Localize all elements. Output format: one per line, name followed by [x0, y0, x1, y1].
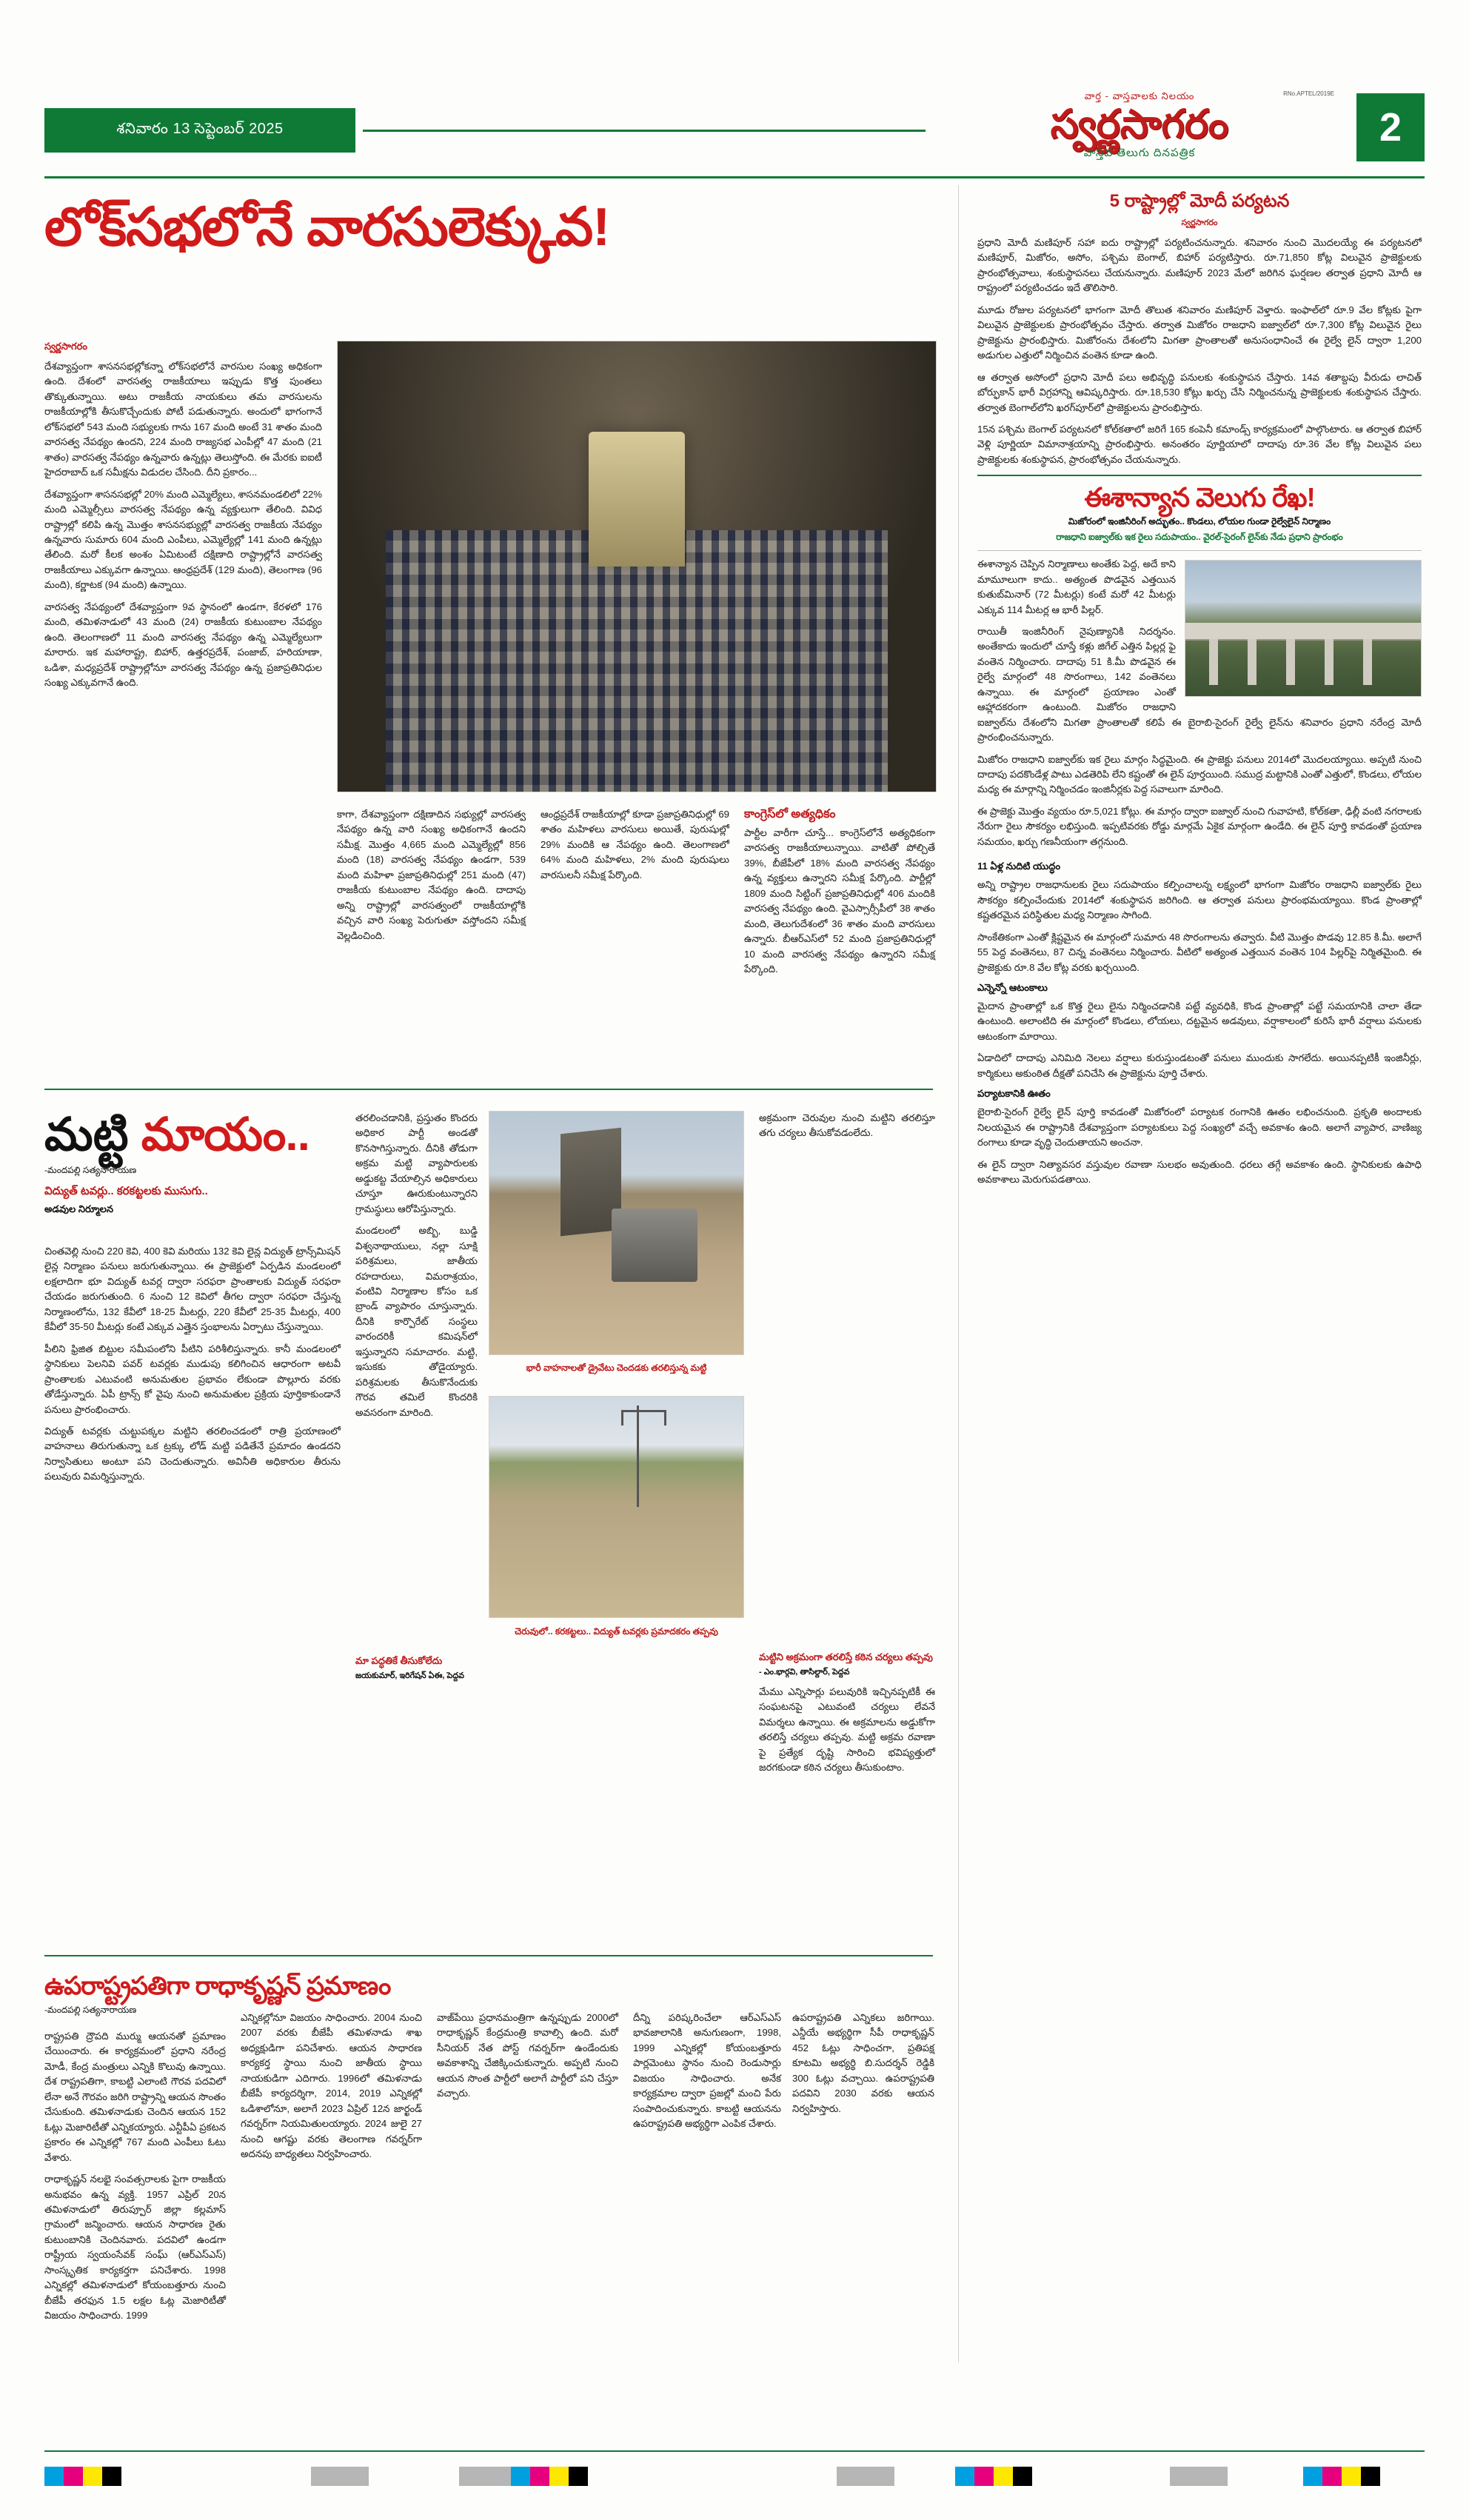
lead-story [44, 200, 933, 256]
bridge-para-7: మైదాన ప్రాంతాల్లో ఒక కొత్త రైలు లైను నిర్మించడానికి పట్టే వ్యవధికి, కొండ ప్రాంతాల్లో పట్టే సమయానికి చాలా తేడా ఉంటుంది. అలాంటిది ఈ మార్గంలో కొండలు, లోయలు, దట్టమైన అడవులు, వర్షాకాలంలో కురిసే భారీ వర్షాలు పనులకు ఆటంకంగా మారాయి. [977, 1000, 1422, 1042]
logo-tagline-top: వార్త - వాస్తవాలకు నిలయం [1084, 90, 1195, 101]
lead-para-2: దేశవ్యాప్తంగా శాసనసభల్లో 20% మంది ఎమ్మెల్యేలు, శాసనమండలిలో 22% మంది ఎమ్మెల్సీలు వారసత్వ నేపథ్యం ఉన్న వ్యక్తులుగా తేలింది. వివిధ రాష్ట్రాల్లో కలిపి ఉన్న మొత్తం శాసనసభ్యుల్లో వారసత్వ రాజకీయ నేపథ్యం ఉన్నవారు సుమారు 604 మంది ఎంపీలు, ఎమ్మెల్యేల్లో 141 మంది ఉన్నట్లు తేలింది. మరో కీలక అంశం ఏమిటంటే దక్షిణాది రాష్ట్రాల్లోనే వారసత్వ రాజకీయాలు ఎక్కువగా ఉన్నాయి. ఆంధ్రప్రదేశ్ (129 మంది), తెలంగాణ (96 మంది), కర్ణాటక (94 మంది) ఉన్నాయి. [44, 488, 322, 591]
modi-story-header [977, 191, 1422, 230]
color-bar-group-gray-3 [837, 2467, 894, 2486]
vp-column-2 [241, 2011, 422, 2169]
cyan-swatch-4 [1303, 2467, 1322, 2486]
modi-byline: స్వర్ణసాగరం [1181, 218, 1218, 227]
electric-tower-field-photo [489, 1396, 744, 1618]
lead-byline: స్వర్ణసాగరం [44, 341, 87, 352]
bridge-text-wrap [977, 557, 1422, 856]
soil-column-1 [44, 1244, 341, 1491]
soil-para-2: పీలిని ఫ్రిజిత బిట్టుల సమీపంలోని పీటిని పరిశీలిస్తున్నారు. కానీ మండలంలో స్థానికులు పెలనివి పవర్ టవర్లకు ముడుపు కలిగించిన ఆధారంగా అటవీ ప్రాంతాలకు ఎటువంటి అనుమతుల ప్రభావం లేకుండా పొల్లూరు వరకు తోడేస్తున్నారు. ఏపీ ట్రాన్స్ కో వైపు నుంచి అనుమతుల ప్రక్రియ పూర్తికాకుండానే పనులు ప్రారంభించారు. [44, 1343, 341, 1415]
lead-para-5: ఆంధ్రప్రదేశ్ రాజకీయాల్లో కూడా ప్రజాప్రతినిధుల్లో 69 శాతం మహిళలు వారసులు అయితే, పురుషుల్లో 29% మందికి ఆ నేపథ్యం ఉంది. తెలంగాణలో 64% మంది మహిళలు, 2% మంది పురుషులు వారసులనీ సమీక్ష పేర్కొంది. [541, 809, 729, 880]
black-swatch-3 [1013, 2467, 1032, 2486]
vp-column-4 [633, 2011, 781, 2139]
footer-rule [44, 2450, 1425, 2452]
logo-tagline-bottom: వాస్తవ తెలుగు దినపత్రిక [1083, 147, 1196, 160]
soil-para-1: చింతవెల్లి నుంచి 220 కెవి, 400 కెవి మరియు 132 కెవి లైన్ల విద్యుత్ ట్రాన్స్‌మిషన్ లైన్ల నిర్మాణం పనులు జరుగుతున్నాయి. ఈ ప్రాజెక్టులో ఏర్పడిన మండలంలో లక్షలాదిగా భూ విద్యుత్ టవర్ల ద్వారా సరఫరా ప్రాంతాలకు విద్యుత్ సరఫరా చేయడం జరుగుతుంది. 6 నుంచి 12 కెవిలో తీగల ద్వారా సరఫరా చేస్తున్న నిర్మాణంలోను, 132 కేవీలో 18-25 మీటర్లు, 220 కేవీలో 25-35 మీటర్లు, 400 కేవీలో 35-50 మీటర్లు కంటే ఎక్కువ ఎత్తైన స్తంభాలను ఏర్పాటు చేస్తున్నాయి. [44, 1246, 341, 1333]
vp-column-5 [792, 2011, 934, 2123]
lead-para-6: పార్టీల వారీగా చూస్తే... కాంగ్రెస్‌లోనే అత్యధికంగా వారసత్వ రాజకీయాలున్నాయి. వాటితో పోల్చితే 39%, బీజేపీలో 18% మంది వారసత్వ నేపథ్యం ఉన్న వ్యక్తులు ఉన్నారని సమీక్ష పేర్కొంది. పార్టీల్లో 1809 మంది సిట్టింగ్ ప్రజాప్రతినిధుల్లో 406 మందికి వారసత్వ నేపథ్యం ఉంది. వైఎస్సార్సీపీలో 38 శాతం మంది, తెలుగుదేశంలో 36 శాతం మంది వారసులు ఉన్నారు. బీఆర్ఎస్‌లో 52 మంది ప్రజాప్రతినిధుల్లో 10 మంది వారసత్వ నేపథ్యం ఉన్నారని సమీక్ష పేర్కొంది. [744, 827, 935, 975]
vp-headline: ఉపరాష్ట్రపతిగా రాధాకృష్ణన్ ప్రమాణం [44, 1972, 391, 2000]
newspaper-logo [943, 87, 1336, 169]
soil-story-header [44, 1111, 363, 1217]
soil-quote-attribution: - ఎం.భార్గవి, తాసిల్దార్, పెద్దవ [759, 1668, 850, 1677]
gray-swatch-3 [837, 2467, 894, 2486]
lead-subhead-congress: కాంగ్రెస్‌లో అత్యధికం [744, 808, 836, 820]
bridge-body-4 [977, 1105, 1422, 1187]
bridge-para-6: సాంకేతికంగా ఎంతో క్లిష్టమైన ఈ మార్గంలో సుమారు 48 సొరంగాలను తవ్వారు. వీటి మొత్తం పొడవు 12.85 కి.మీ. అలాగే 55 పెద్ద వంతెనలు, 87 చిన్న వంతెనలు నిర్మించారు. వీటిలో అత్యంత ఎత్తయిన వంతెన 104 పిల్లర్‌పై నిర్మితమైంది. ఈ ప్రాజెక్టుకు రూ.8 వేల కోట్ల వరకు ఖర్చయింది. [977, 931, 1422, 973]
color-bar-group-left [44, 2467, 121, 2486]
bridge-para-3: మిజోరం రాజధాని ఐజ్వాల్‌కు ఇక రైలు మార్గం సిద్ధమైంది. ఈ ప్రాజెక్టు పనులు 2014లో మొదలయ్యాయి. అప్పటి నుంచి దాదాపు పదకొండేళ్ల పాటు ఎడతెరిపి లేని కష్టంతో ఈ లైన్ పూర్తయింది. సముద్ర మట్టానికి ఎంతో ఎత్తులో, కొండలు, లోయల మధ్య ఈ మార్గాన్ని నిర్మించడం ఇంజినీర్లకు పెద్ద సవాలుగా మారింది. [977, 753, 1422, 795]
lead-column-4 [744, 807, 935, 984]
modi-para-1: ప్రధాని మోదీ మణిపూర్ సహా ఐదు రాష్ట్రాల్లో పర్యటించనున్నారు. శనివారం నుంచి మొదలయ్యే ఈ పర్యటనలో మణిపూర్, మిజోరం, అసోం, పశ్చిమ బెంగాల్, బిహార్ పర్యటిస్తారు. రూ.71,850 కోట్ల విలువైన ప్రాజెక్టులకు ప్రారంభోత్సవాలు, శంకుస్థాపనలు చేయనున్నారు. మణిపూర్ 2023 మేలో జరిగిన ఘర్షణల తర్వాత ప్రధాని మోదీ ఆ రాష్ట్రంలో పర్యటించడం ఇదే తొలిసారి. [977, 237, 1422, 294]
bridge-subhead-2: రాజధాని ఐజ్వాల్‌కు ఇక రైలు సదుపాయం.. వైరల్-సైరంగ్ లైన్‌కు నేడు ప్రధాని ప్రారంభం [1056, 532, 1343, 543]
soil-footer-note-block [355, 1655, 478, 1682]
yellow-swatch [83, 2467, 102, 2486]
black-swatch-4 [1361, 2467, 1380, 2486]
bridge-para-10: ఈ లైన్ ద్వారా నిత్యావసర వస్తువుల రవాణా సులభం అవుతుంది. ధరలు తగ్గే అవకాశం ఉంది. స్థానికులకు ఉపాధి అవకాశాలు మెరుగుపడతాయి. [977, 1158, 1422, 1186]
color-bar-group-mid [511, 2467, 588, 2486]
lead-para-3: వారసత్వ నేపథ్యంలో దేశవ్యాప్తంగా 9వ స్థానంలో ఉండగా, కేరళలో 176 మంది, తమిళనాడులో 43 మంది (24) రాజకీయ కుటుంబాల నేపథ్యం ఉంది. తెలంగాణలో 11 మంది వారసత్వ నేపథ్యం ఉన్న ఎమ్మెల్యేలుగా మారారు. ఇక మహారాష్ట్ర, బిహార్, ఉత్తరప్రదేశ్, పంజాబ్, హరియాణా, ఒడిశా, మధ్యప్రదేశ్ రాష్ట్రాల్లోనూ వారసత్వ నేపథ్యం ఉన్న ప్రజాప్రతినిధుల సంఖ్య ఎక్కువగానే ఉంది. [44, 601, 322, 689]
modi-para-4: 15న పశ్చిమ బెంగాల్ పర్యటనలో కోల్‌కతాలో జరిగే 165 కంపెనీ కమాండ్స్ కార్యక్రమంలో పాల్గొంటారు. ఆ తర్వాత బిహార్ వెళ్లి పూర్ణియా విమానాశ్రయాన్ని ప్రారంభిస్తారు. అనంతరం పూర్ణియాలో దాదాపు రూ.36 వేల కోట్ల విలువైన పలు ప్రాజెక్టులకు శంకుస్థాపన, ప్రారంభోత్సవం చేయనున్నారు. [977, 423, 1422, 465]
soil-byline: -మందపల్లి సత్యనారాయణ [44, 1165, 137, 1176]
black-swatch-2 [569, 2467, 588, 2486]
color-bar-group-gray-2 [459, 2467, 517, 2486]
magenta-swatch-2 [530, 2467, 549, 2486]
bridge-body-2 [977, 878, 1422, 975]
soil-headline-part1: మట్టి [44, 1109, 129, 1160]
right-panel-rule-1 [977, 475, 1422, 476]
magenta-swatch-4 [1322, 2467, 1342, 2486]
soil-quote-block [759, 1651, 935, 1782]
soil-quote-headline: మట్టిని అక్రమంగా తరలిస్తే కఠిన చర్యలు తప్పవు [759, 1651, 933, 1662]
dump-truck-photo [489, 1111, 744, 1355]
bairabi-sairang-bridge-photo [1185, 560, 1422, 697]
vp-para-4: వాజ్‌పేయి ప్రధానమంత్రిగా ఉన్నప్పుడు 2000లో రాధాకృష్ణన్ కేంద్రమంత్రి కావాల్సి ఉంది. మరో సీనియర్ నేత పోస్ట్ గవర్నర్‌గా ఉండేందుకు అవకాశాన్ని చేజిక్కించుకున్నారు. అప్పటి నుంచి ఆయన సొంత పార్టీలో అలాగే పార్టీలో పని చేస్తూ వచ్చారు. [437, 2012, 618, 2099]
soil-footer-note: మా పద్ధతికే తీసుకోలేదు [355, 1655, 443, 1666]
vp-para-5: దీన్ని పరిష్కరించేలా ఆర్ఎస్ఎస్ భావజాలానికి అనుగుణంగా, 1998, 1999 ఎన్నికల్లో కోయంబత్తూరు పార్లమెంటు స్థానం నుంచి రెండుసార్లు విజయం సాధించారు. అనేక కార్యక్రమాల ద్వారా ప్రజల్లో మంచి పేరు సంపాదించుకున్నారు. కాబట్టి ఆయనను ఉపరాష్ట్రపతి అభ్యర్థిగా ఎంపిక చేశారు. [633, 2012, 781, 2130]
soil-para-4: తరలించడానికి, ప్రస్తుతం కొందరు అధికార పార్టీ అండతో కొనసాగిస్తున్నారు. దీనికి తోడుగా అక్రమ మట్టి వ్యాపారులకు అడ్డుకట్ట వేయాల్సిన అధికారులు చూస్తూ ఊరుకుంటున్నారని గ్రామస్థులు ఆరోపిస్తున్నారు. [355, 1112, 478, 1214]
vp-column-1 [44, 2029, 226, 2330]
modi-para-3: ఆ తర్వాత అసోంలో ప్రధాని మోదీ పలు అభివృద్ధి పనులకు శంకుస్థాపన చేస్తారు. 14వ శతాబ్దపు వీరుడు లాచిత్ బోర్ఫుకాన్ భారీ విగ్రహాన్ని ఆవిష్కరిస్తారు. రూ.18,530 కోట్లు ఖర్చు చేసి నిర్మించనున్న ప్రాజెక్టులకు శంకుస్థాపన చేస్తారు. తర్వాత బెంగాల్‌లోని ఖరగ్‌పూర్‌లో ప్రాజెక్టులను ప్రారంభిస్తారు. [977, 371, 1422, 413]
bridge-para-4: ఈ ప్రాజెక్టు మొత్తం వ్యయం రూ.5,021 కోట్లు. ఈ మార్గం ద్వారా ఐజ్వాల్ నుంచి గువాహటి, కోల్‌కతా, ఢిల్లీ వంటి నగరాలకు నేరుగా రైలు సౌకర్యం లభిస్తుంది. ఇప్పటివరకు రోడ్డు మార్గమే ఏకైక మార్గంగా ఉండేది. ఈ లైన్ పూర్తి కావడంతో ప్రయాణ సమయం, ఖర్చు గణనీయంగా తగ్గనుంది. [977, 805, 1422, 847]
soil-para-7: మేము ఎన్నిసార్లు పలువురికి ఇచ్చినప్పటికీ ఈ సంఘటనపై ఎటువంటి చర్యలు లేవనే విమర్శలు ఉన్నాయి. ఈ అక్రమాలను అడ్డుకోగా తరలిస్తే చర్యలు తప్పవు. మట్టి అక్రమ రవాణా పై ప్రత్యేక దృష్టి సారించి భవిష్యత్తులో జరగకుండా కఠిన చర్యలు తీసుకుంటాం. [759, 1686, 935, 1774]
bridge-subhead-5: పర్యాటకానికి ఊతం [977, 1088, 1051, 1100]
modi-para-2: మూడు రోజుల పర్యటనలో భాగంగా మోదీ తొలుత శనివారం మణిపూర్ వెళ్తారు. ఇంఫాల్‌లో రూ.9 వేల కోట్లకు పైగా విలువైన ప్రాజెక్టులకు ప్రారంభోత్సవం చేస్తారు. తర్వాత మిజోరం రాజధాని ఐజ్వాల్‌లో రూ.7,300 కోట్ల విలువైన రైలు ప్రాజెక్టును ప్రారంభిస్తారు. మిజోరంను దేశంలోని మిగతా ప్రాంతాలతో అనుసంధానించే ఈ రైల్వే లైన్ ద్వారా 1,200 అడుగుల ఎత్తులో నిర్మించిన వంతెన కూడా ఉంది. [977, 304, 1422, 361]
soil-subhead-1: విద్యుత్ టవర్లు.. కరకట్టలకు ముసుగు.. [44, 1185, 208, 1198]
magenta-swatch [64, 2467, 83, 2486]
vp-para-1: రాష్ట్రపతి ద్రౌపది ముర్ము ఆయనతో ప్రమాణం చేయించారు. ఈ కార్యక్రమంలో ప్రధాని నరేంద్ర మోడీ, కేంద్ర మంత్రులు ఎన్నికి కొలువు ఉన్నాయి. దేశ రాష్ట్రపతిగా, కాబట్టి ఎలాంటి గౌరవ పదవిలో లేనా అనే గౌరవం జరిగి రాష్ట్రాన్ని ఆయన సొంతం చేసుకుంది. తమిళనాడుకు చెందిన ఆయన 152 ఓట్లు మెజారిటీతో ఎన్నికయ్యారు. ఎన్టీపీఏ ప్రకటన ప్రకారం ఈ ఎన్నికల్లో 767 మంది ఎంపీలు ఓటు వేశారు. [44, 2031, 226, 2163]
bridge-subhead-4: ఎన్నెన్నో ఆటంకాలు [977, 982, 1048, 994]
right-panel-rule-2 [977, 550, 1422, 551]
soil-column-3 [759, 1111, 935, 1148]
right-panel [977, 191, 1422, 1194]
lead-bottom-rule [44, 1089, 933, 1090]
masthead-bottom-rule [44, 176, 1425, 178]
vp-para-3: ఎన్నికల్లోనూ విజయం సాధించారు. 2004 నుంచి 2007 వరకు బీజేపీ తమిళనాడు శాఖ అధ్యక్షుడిగా పనిచేశారు. ఆయన సాధారణ కార్యకర్త స్థాయి నుంచి జాతీయ స్థాయి నాయకుడిగా ఎదిగారు. 1996లో తమిళనాడు బీజేపీ కార్యదర్శిగా, 2014, 2019 ఎన్నికల్లో ఒడిశాలోనూ, అలాగే 2023 ఏప్రిల్ 12న జార్ఖండ్ గవర్నర్‌గా నియమితులయ్యారు. 2024 జులై 27 నుంచి ఆగష్టు వరకు తెలంగాణ గవర్నర్‌గా అదనపు బాధ్యతలు నిర్వహించారు. [241, 2012, 422, 2160]
cyan-swatch [44, 2467, 64, 2486]
masthead [44, 87, 1425, 169]
modi-headline: 5 రాష్ట్రాల్లో మోదీ పర్యటన [1109, 191, 1290, 211]
soil-footer-attribution: జయకుమార్, ఇరిగేషన్ ఏఈ, పెద్దవ [355, 1671, 464, 1680]
lead-para-4: కాగా, దేశవ్యాప్తంగా దక్షిణాదిన సభ్యుల్లో వారసత్వ నేపథ్యం ఉన్న వారి సంఖ్య అధికంగానే ఉందని సమీక్ష. మొత్తం 4,665 మంది ఎమ్మెల్యేల్లో 856 మంది (18) వారసత్వ నేపథ్యం ఉండగా, 539 మంది మహిళా ప్రజాప్రతినిధుల్లో 251 మంది (47) రాజకీయ కుటుంబాల నేపథ్యం ఉంది. దాదాపు అన్ని రాష్ట్రాల్లో వారసత్వంలో రాజకీయాల్లోకి వచ్చిన వారి సంఖ్య పెరుగుతూ వస్తోందని సమీక్ష వెల్లడించింది. [337, 809, 526, 941]
bridge-body-3 [977, 999, 1422, 1081]
vp-para-2: రాధాకృష్ణన్ నలభై సంవత్సరాలకు పైగా రాజకీయ అనుభవం ఉన్న వ్యక్తి. 1957 ఎప్రిల్ 20న తమిళనాడులో తిరుప్పూర్ జిల్లా కల్లమాస్ గ్రామంలో జన్మించారు. ఆయన సాధారణ రైతు కుటుంబానికి చెందినవారు. పదవిలో ఉండగా రాష్ట్రీయ స్వయంసేవక్ సంఘ్ (ఆర్ఎస్ఎస్) సాంస్కృతిక కార్యకర్తగా పనిచేశారు. 1998 ఎన్నికల్లో తమిళనాడులో కోయంబత్తూరు నుంచి బీజేపీ తరఫున 1.5 లక్షల ఓట్ల మెజారిటీతో విజయం సాధించారు. 1999 [44, 2173, 226, 2322]
soil-bottom-rule [44, 1955, 933, 1956]
cyan-swatch-3 [955, 2467, 974, 2486]
color-bar-group-gray-4 [1170, 2467, 1228, 2486]
color-bar-group-far-right [1303, 2467, 1380, 2486]
vp-column-3 [437, 2011, 618, 2108]
date-bar: శనివారం 13 సెప్టెంబర్ 2025 [44, 108, 355, 153]
soil-headline-part2: మాయం.. [141, 1109, 309, 1160]
cyan-swatch-2 [511, 2467, 530, 2486]
bridge-para-2: రాయితీ ఇంజినీరింగ్ నైపుణ్యానికి నిదర్శనం. అంతేకాదు ఇందులో చూస్తే కళ్లు జిగేల్ ఎత్తిన పిల్లర్ల ఫై వంతెన నిర్మించారు. దాదాపు 51 కి.మీ పొడవైన ఈ రైల్వే మార్గంలో 48 సొరంగాలు, 142 వంతెనలు ఉన్నాయి. ఈ మార్గంలో ప్రయాణం ఎంతో ఆహ్లాదకరంగా ఉంటుంది. మిజోరం రాజధాని ఐజ్వాల్‌ను దేశంలోని మిగతా ప్రాంతాలతో కలిపే ఈ బైరాబి-సైరంగ్ రైల్వే లైన్‌ను శనివారం ప్రధాని నరేంద్ర మోదీ ప్రారంభించనున్నారు. [977, 625, 1422, 743]
bridge-story-header [977, 484, 1422, 544]
soil-para-6: అక్రమంగా చెరువుల నుంచి మట్టిని తరలిస్తూ తగు చర్యలు తీసుకోవడంలేదు. [759, 1112, 935, 1139]
magenta-swatch-3 [974, 2467, 994, 2486]
caption-dump-truck: భారీ వాహనాలతో డ్రైవేటు చెందడకు తరలిస్తున్న మట్టి [526, 1363, 707, 1373]
vp-byline: -మందపల్లి సత్యనారాయణ [44, 2004, 137, 2015]
lead-para-1: దేశవ్యాప్తంగా శాసనసభల్లోకన్నా లోక్‌సభలోనే వారసుల సంఖ్య అధికంగా ఉంది. దేశంలో వారసత్వ రాజకీయాలు ఇప్పుడు కొత్త పుంతలు తొక్కుతున్నాయి. అటు రాజకీయ నాయకులు తమ వారసులను రాజకీయాల్లోకి తీసుకొచ్చేందుకు పోటీ పడుతున్నారు. అందులో భాగంగానే లోక్‌సభలో 543 మంది సభ్యులకు గాను 167 మంది అంటే 31 శాతం మంది వారసత్వ నేపథ్యం ఉందని, 224 మంది రాజ్యసభ ఎంపీల్లో 47 మంది (21 శాతం) వారసత్వ నేపథ్యం ఉన్నవారు ఉన్నట్లు తెలుస్తోంది. ఈ మేరకు ఐఐటీ హైదరాబాద్ ఒక సమీక్షను విడుదల చేసింది. దీని ప్రకారం... [44, 361, 322, 478]
column-divider-main-right [958, 185, 959, 2362]
registration-number: RNo.APTEL/2019E [1283, 90, 1334, 97]
parliament-chamber-photo [337, 341, 937, 792]
bridge-subhead-1: మిజోరంలో ఇంజినీరింగ్ అద్భుతం.. కొండలు, లోయల గుండా రైల్వేలైన్ నిర్మాణం [1068, 516, 1331, 527]
color-bar-group-gray-1 [311, 2467, 369, 2486]
lead-column-3 [541, 807, 729, 889]
lead-column-2 [337, 807, 526, 950]
bridge-para-1: ఈశాన్యాన చెప్పిన నిర్మాణాలు అంతేకు పెద్ద, అదే కాని మామూలుగా కాదు.. అత్యంత పొడవైన ఎత్తయిన కుతుబ్‌మినార్ (72 మీటర్లు) కంటే మరో 42 మీటర్లు ఎక్కువ 114 మీటర్ల ఆ భారీ పిల్లర్. [977, 558, 1176, 615]
soil-para-3: విద్యుత్ టవర్లకు చుట్టుపక్కల మట్టిని తరలించడంలో రాత్రి ప్రయాణంలో వాహనాలు తిరుగుతున్నా ఒక ట్రక్కు లోడ్ మట్టి పడితేనే ప్రమాదం ఉండదని నిర్వాసితులు అంటూ పని చెందుతున్నారు. అవినీతి అధికారుల తీరును పలువురు విమర్శిస్తున్నారు. [44, 1425, 341, 1483]
lead-column-1 [44, 341, 322, 698]
page-number-badge: 2 [1356, 93, 1425, 161]
bridge-headline: ఈశాన్యాన వెలుగు రేఖ! [1084, 482, 1315, 513]
modi-body [977, 235, 1422, 467]
bridge-subhead-3: 11 ఏళ్ల నుదిటి యుద్ధం [977, 860, 1061, 872]
yellow-swatch-3 [994, 2467, 1013, 2486]
soil-subhead-2: అడవుల నిర్మూలన [44, 1203, 113, 1215]
soil-column-2 [355, 1111, 478, 1427]
masthead-rule [363, 130, 926, 132]
soil-para-5: మండలంలో అబ్బి, బుడ్డి విశ్వనాథాయులు, నల్లా సూక్షి పరిశ్రమలు, జాతీయ రహదారులు, విమరాశ్రయం, వంటివి నిర్మాణాల కోసం ఒక బ్రాండ్ వ్యాపారం చూస్తున్నారు. దీనికి కార్పొరేట్ సంస్థలు వారందరికీ కమిషన్‌లో ఇస్తున్నారని సమాచారం. మట్టి, ఇసుకకు తోడైయ్యారు. పరిశ్రమలకు తీసుకొనేందుకు గౌరవ తమిలే కొందరికి అవసరంగా మారింది. [355, 1225, 478, 1418]
color-registration-bars [44, 2467, 1425, 2486]
caption-electric-tower: చెరువులో.. కరకట్టలు.. విద్యుత్ టవర్లకు ప్రమాదకరం తప్పవు [515, 1626, 718, 1637]
bridge-para-5: అన్ని రాష్ట్రాల రాజధానులకు రైలు సదుపాయం కల్పించాలన్న లక్ష్యంలో భాగంగా మిజోరం రాజధాని ఐజ్వాల్‌కు రైలు సౌకర్యం కల్పించేందుకు 2014లో శంకుస్థాపన జరిగింది. ఆ తర్వాత పనులు ప్రారంభమయ్యాయి. కొండ ప్రాంతాల్లో కష్టతరమైన పరిస్థితుల మధ్య నిర్మాణం సాగింది. [977, 879, 1422, 921]
black-swatch [102, 2467, 121, 2486]
vp-para-6: ఉపరాష్ట్రపతి ఎన్నికలు జరిగాయి. ఎన్డీయే అభ్యర్థిగా సీపీ రాధాకృష్ణన్ 452 ఓట్లు సాధించగా, ప్రతిపక్ష కూటమి అభ్యర్థి బి.సుదర్శన్ రెడ్డికి 300 ఓట్లు వచ్చాయి. ఉపరాష్ట్రపతి పదవిని 2030 వరకు ఆయన నిర్వహిస్తారు. [792, 2012, 934, 2114]
bridge-para-9: బైరాబి-సైరంగ్ రైల్వే లైన్ పూర్తి కావడంతో మిజోరంలో పర్యాటక రంగానికి ఊతం లభించనుంది. ప్రకృతి అందాలకు నిలయమైన ఈ రాష్ట్రానికి దేశవ్యాప్తంగా పర్యాటకులు పెద్ద సంఖ్యలో వచ్చే అవకాశం ఉంది. అలాగే వ్యాపార, వాణిజ్య రంగాలు కూడా వృద్ధి చెందుతాయని అంచనా. [977, 1106, 1422, 1149]
lead-headline: లోక్‌సభలోనే వారసులెక్కువ! [44, 198, 610, 257]
gray-swatch-1 [311, 2467, 369, 2486]
color-bar-group-right [955, 2467, 1032, 2486]
gray-swatch-4 [1170, 2467, 1228, 2486]
gray-swatch-2 [459, 2467, 517, 2486]
yellow-swatch-4 [1342, 2467, 1361, 2486]
yellow-swatch-2 [549, 2467, 569, 2486]
logo-title: స్వర్ణసాగరం [1050, 102, 1229, 147]
bridge-para-8: ఏడాదిలో దాదాపు ఎనిమిది నెలలు వర్షాలు కురుస్తుండటంతో పనులు ముందుకు సాగలేదు. అయినప్పటికీ ఇంజినీర్లు, కార్మికులు అకుంఠిత దీక్షతో పనిచేసి ఈ ప్రాజెక్టును పూర్తి చేశారు. [977, 1052, 1422, 1079]
